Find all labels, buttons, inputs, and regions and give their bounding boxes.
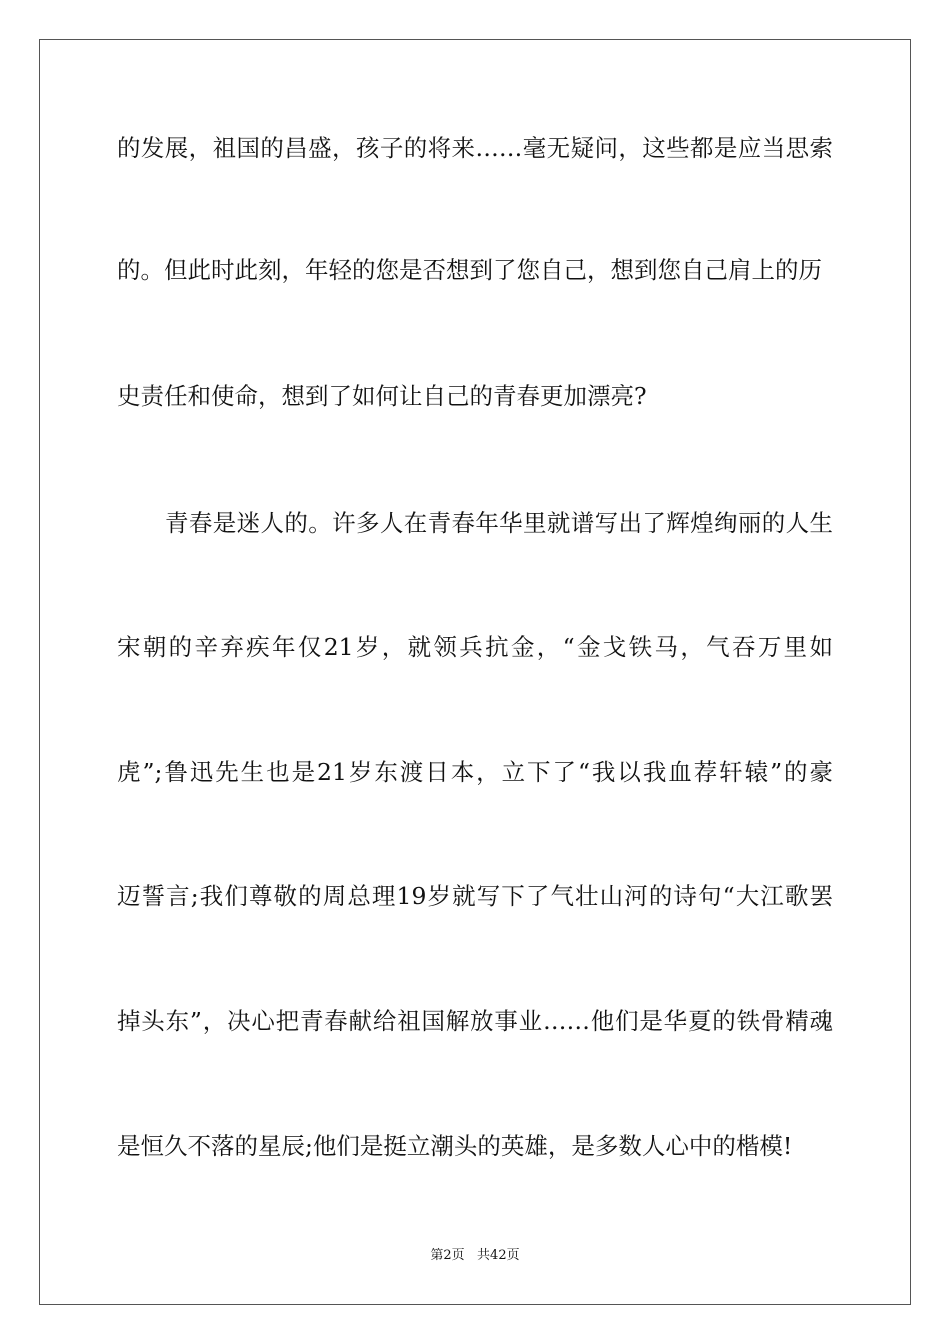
- body-line-7: 迈誓言;我们尊敬的周总理19岁就写下了气壮山河的诗句“大江歌罢: [117, 882, 833, 910]
- body-line-6: 虎”;鲁迅先生也是21岁东渡日本，立下了“我以我血荐轩辕”的豪: [117, 758, 833, 786]
- page-frame: [39, 39, 911, 1305]
- body-line-3: 史责任和使命，想到了如何让自己的青春更加漂亮?: [117, 382, 647, 410]
- body-line-9: 是恒久不落的星辰;他们是挺立潮头的英雄，是多数人心中的楷模!: [117, 1132, 793, 1160]
- page-number-footer: 第2页 共42页: [430, 1248, 520, 1263]
- body-line-8: 掉头东”，决心把青春献给祖国解放事业……他们是华夏的铁骨精魂: [117, 1007, 833, 1035]
- body-line-2: 的。但此时此刻，年轻的您是否想到了您自己，想到您自己肩上的历: [117, 256, 822, 284]
- body-line-5: 宋朝的辛弃疾年仅21岁，就领兵抗金，“金戈铁马，气吞万里如: [117, 633, 833, 661]
- body-line-4: 青春是迷人的。许多人在青春年华里就谱写出了辉煌绚丽的人生: [165, 509, 833, 537]
- body-line-1: 的发展，祖国的昌盛，孩子的将来……毫无疑问，这些都是应当思索: [117, 134, 833, 162]
